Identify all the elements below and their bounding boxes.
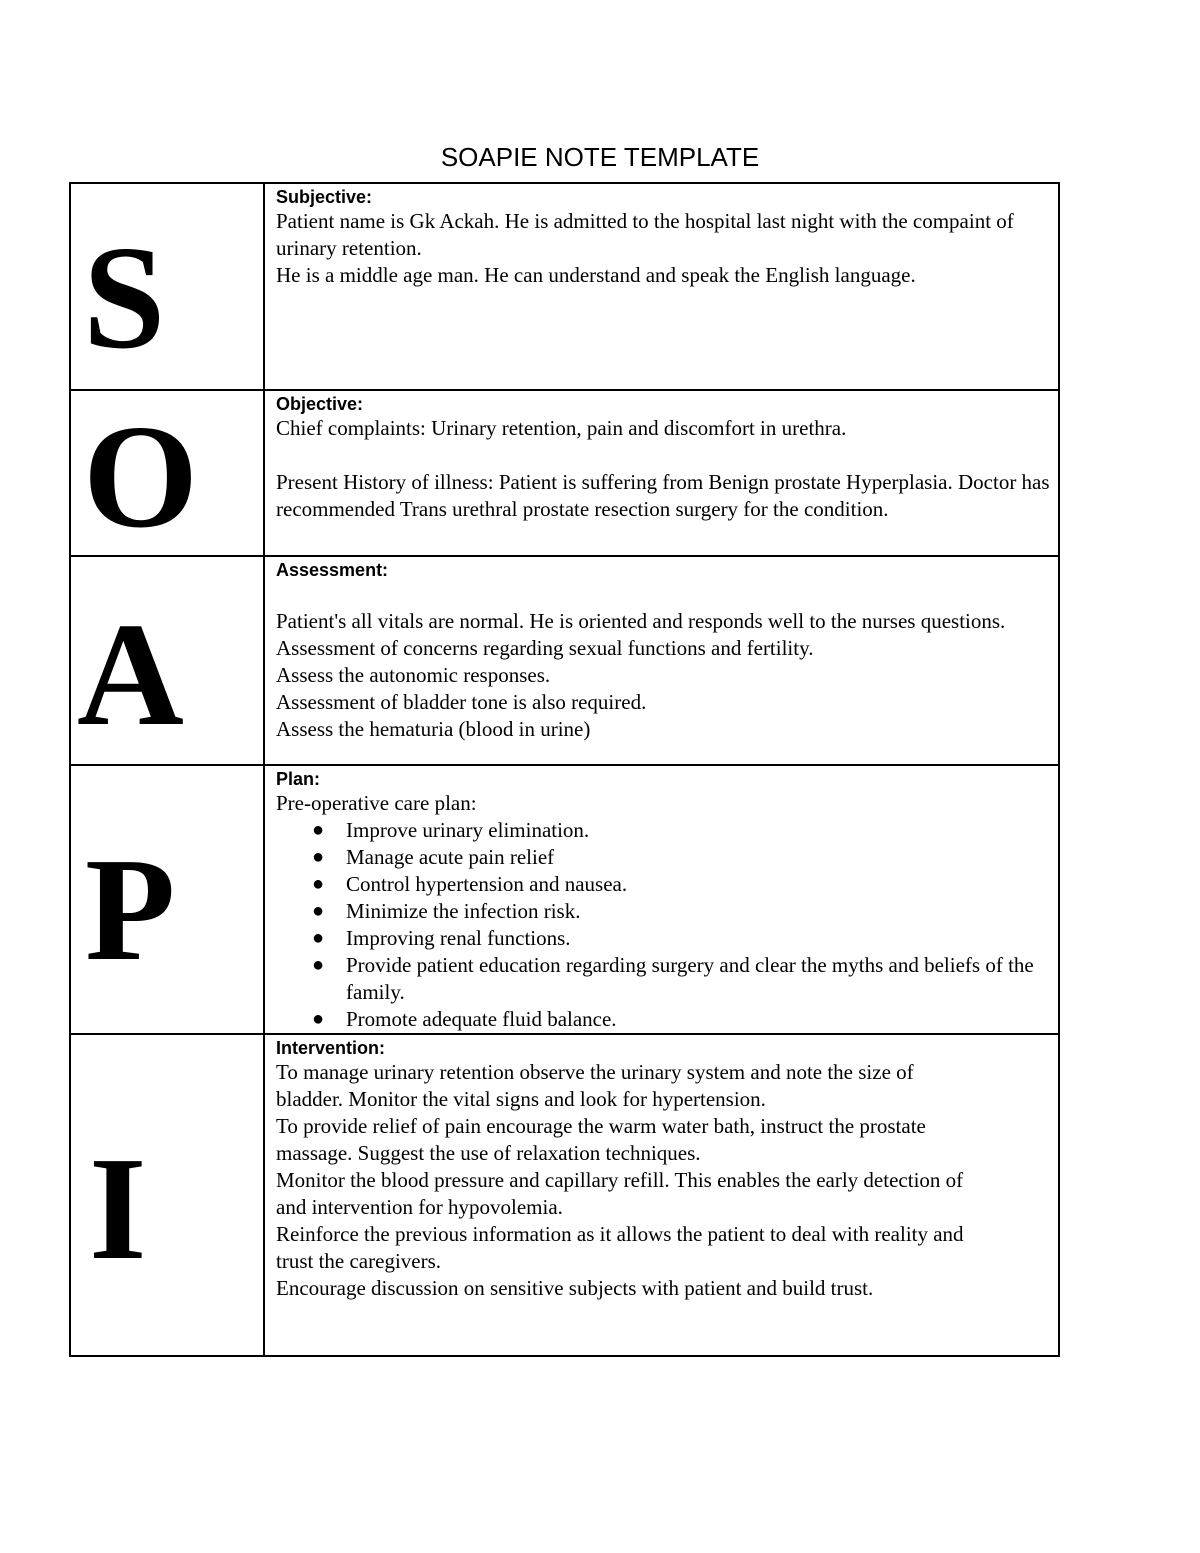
intervention-line-5: Encourage discussion on sensitive subjects with patient and build trust. [276, 1276, 874, 1300]
plan-item-text: Improve urinary elimination. [346, 818, 590, 842]
assessment-heading: Assessment: [276, 560, 389, 580]
assessment-line-1: Patient's all vitals are normal. He is oriented and responds well to the nurses questions. [276, 609, 1006, 633]
subjective-letter-cell [70, 183, 264, 390]
document-title: SOAPIE NOTE TEMPLATE [440, 142, 760, 172]
intervention-letter: I [89, 1127, 147, 1291]
assessment-letter-cell [70, 556, 264, 765]
plan-letter: P [85, 828, 176, 992]
plan-item-text: Promote adequate fluid balance. [346, 1007, 617, 1031]
bullet-icon: ● [312, 873, 325, 895]
bullet-icon: ● [312, 900, 325, 922]
objective-letter-cell [70, 390, 264, 559]
objective-heading: Objective: [276, 394, 364, 414]
plan-item [276, 898, 1052, 925]
plan-item [276, 844, 1052, 871]
plan-row [70, 765, 1059, 1034]
intervention-line-3: Monitor the blood pressure and capillary refill. This enables the early detection of and intervention for hypovolemia. [276, 1168, 964, 1219]
objective-line-2: Present History of illness: Patient is suffering from Benign prostate Hyperplasia. Doctor has recommended Trans urethral prostate resection surgery for the condition. [276, 470, 1050, 521]
intervention-line-2: To provide relief of pain encourage the warm water bath, instruct the prostate massage. Suggest the use of relaxation techniques. [276, 1114, 926, 1165]
objective-row [70, 390, 1059, 556]
subjective-letter: S [83, 216, 166, 380]
plan-item [276, 952, 1052, 1006]
assessment-content [264, 556, 1059, 765]
soapie-table [69, 182, 1060, 1357]
plan-item-text: Improving renal functions. [346, 926, 571, 950]
subjective-row [70, 183, 1059, 390]
assessment-line-3: Assess the autonomic responses. [276, 663, 551, 687]
intervention-line-1: To manage urinary retention observe the urinary system and note the size of bladder. Monitor the vital signs and look for hypertension. [276, 1060, 914, 1111]
assessment-row [70, 556, 1059, 765]
intervention-line-4: Reinforce the previous information as it allows the patient to deal with reality and trust the caregivers. [276, 1222, 964, 1273]
plan-letter-cell [70, 765, 264, 1034]
assessment-line-5: Assess the hematuria (blood in urine) [276, 717, 591, 741]
plan-item-text: Minimize the infection risk. [346, 899, 581, 923]
plan-item-text: Manage acute pain relief [346, 845, 555, 869]
subjective-line-1: Patient name is Gk Ackah. He is admitted to the hospital last night with the compaint of urinary retention. [276, 209, 1014, 260]
objective-letter: O [83, 395, 199, 559]
plan-item-text: Control hypertension and nausea. [346, 872, 628, 896]
intervention-row [70, 1034, 1059, 1356]
bullet-icon: ● [312, 954, 325, 976]
intervention-heading: Intervention: [276, 1038, 386, 1058]
objective-line-1: Chief complaints: Urinary retention, pain and discomfort in urethra. [276, 416, 847, 440]
plan-item [276, 871, 1052, 898]
plan-item [276, 817, 1052, 844]
assessment-letter: A [77, 593, 184, 757]
bullet-icon: ● [312, 819, 325, 841]
bullet-icon: ● [312, 927, 325, 949]
intervention-letter-cell [70, 1034, 264, 1356]
plan-list [276, 817, 1052, 1033]
subjective-heading: Subjective: [276, 187, 373, 207]
bullet-icon: ● [312, 1008, 325, 1030]
plan-intro: Pre-operative care plan: [276, 791, 477, 815]
objective-content [264, 390, 1059, 556]
assessment-line-2: Assessment of concerns regarding sexual functions and fertility. [276, 636, 814, 660]
plan-content [264, 765, 1059, 1034]
assessment-line-4: Assessment of bladder tone is also required. [276, 690, 647, 714]
plan-item [276, 925, 1052, 952]
plan-item [276, 1006, 1052, 1033]
plan-heading: Plan: [276, 769, 321, 789]
subjective-line-2: He is a middle age man. He can understand and speak the English language. [276, 263, 916, 287]
assessment-spacer [276, 581, 1052, 608]
plan-item-text: Provide patient education regarding surgery and clear the myths and beliefs of the family. [346, 953, 1034, 1004]
bullet-icon: ● [312, 846, 325, 868]
objective-spacer [276, 442, 1052, 469]
subjective-content [264, 183, 1059, 390]
intervention-content [264, 1034, 1059, 1356]
